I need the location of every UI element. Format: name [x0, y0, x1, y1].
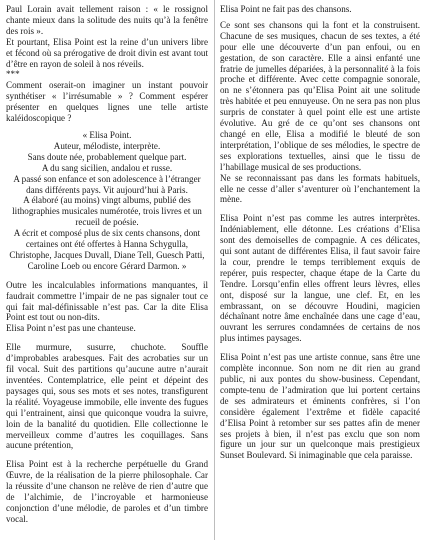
right-column: [220, 4, 420, 461]
paragraph-autres-interpretes: Elisa Point n’est pas comme les autres interprètes. Indéniablement, elle détonne. Les créations d’Elisa sont des demoiselles de compagnie. A ces délicates, qui sont autant de différentes Elisa, il faut savoir faire la cour, prendre le temps terriblement exquis de repérer, puis respecter, chaque étape de la Carte du Tendre. Lorsqu’enfin elles offrent leurs lèvres, elles ont, disposé sur la langue, une clef. Et, en les embrassant, on se découvre Houdini, magicien déchaînant notre âme enchaînée dans une cage d’eau, ouvrant les serrures condamnées de certains de nos plus intimes paysages.: [220, 213, 420, 344]
paragraph-elisa-reine: Et pourtant, Elisa Point est la reine d’un univers libre et fécond où sa prérogative de droit divin est avant tout d’être en rayon de soleil à nos réveils.: [6, 36, 208, 69]
bio-line: A du sang sicilien, andalou et russe.: [41, 162, 173, 173]
bio-line: dans différents pays. Vit aujourd’hui à Paris.: [26, 184, 188, 195]
paragraph-chansons-construisent: Ce sont ses chansons qui la font et la construisent. Chacune de ses musiques, chacun de ses textes, a été pour elle une découverte d’un pan enfoui, ou en gestation, de son caractère. Elle a ainsi enfanté une fratrie de jumelles dépariées, à la personnalité à la fois proche et différente. Avec cette compagnie sonorale, on ne s’étonnera pas qu’Elisa Point ait une solitude très habitée et peu ennuyeuse. On ne sera pas non plus surpris de constater à quel point elle est une artiste évolutive. Au gré de ce qu’ont ses chansons ont changé en elle, Elisa a modifié le bleuté de son interprétation, l’oblique de ses mélodies, le spectre de ses explorations textuelles, ainsi que le tissu de l’habillage musical de ses productions.: [220, 19, 420, 172]
section-separator: ***: [6, 69, 20, 80]
bio-line: « Elisa Point.: [82, 129, 132, 140]
paragraph-grand-oeuvre: Elisa Point est à la recherche perpétuelle du Grand Œuvre, de la réalisation de la pierre philosophale. Car la réussite d’une chanson ne relève de rien d’autre que de l’alchimie, de l’incroyable et harmonieuse conjonction d’une mélodie, de paroles et d’un timbre vocal.: [6, 459, 208, 524]
paragraph-formats-habituels: Ne se reconnaissant pas dans les formats habituels, elle ne cesse d’aller s’aventurer où l’enchantement la mène.: [220, 172, 420, 205]
biography-block: [6, 130, 208, 272]
column-divider: [214, 0, 215, 540]
paragraph-quote-lorain: Paul Lorain avait tellement raison : « le rossignol chante mieux dans la solitude des nuits qu’à la fenêtre des rois ».: [6, 4, 208, 36]
bio-line: A élaboré (au moins) vingt albums, publié des lithographies musicales numérotée, trois livres et un recueil de poésie.: [12, 195, 202, 228]
paragraph-murmure: Elle murmure, susurre, chuchote. Souffle d’improbables arabesques. Fait des acrobaties sur un fil vocal. Suit des partitions qu’aucune autre n’aurait inventées. Contemplatrice, elle peint et dépeint des paysages qui, sous ses mots et ses notes, transfigurent la réalité. Voyageuse immobile, elle invente des fugues qui l’entrainent, ainsi que quiconque voudra la suivre, loin de la banalité du quotidien. Elle collectionne le merveilleux comme d’autres les coquillages. Sans aucune prétention,: [6, 342, 208, 451]
paragraph-informations-manquantes: Outre les incalculables informations manquantes, il faudrait commettre l’impair de ne pas signaler tout ce qui fait mal-définissable n’est pas. Car la dite Elisa Point est tout ou non-dits.: [6, 279, 208, 323]
bio-line: Sans doute née, probablement quelque part.: [27, 151, 187, 162]
bio-line: A écrit et composé plus de six cents chansons, dont certaines ont été offertes à Hanna Schygulla, Christophe, Jacques Duvall, Diane Tell, Guesch Patti, Caroline Loeb ou encore Gérard Darmon. »: [9, 228, 205, 271]
bio-line: A passé son enfance et son adolescence à l’étranger: [13, 173, 201, 184]
bio-line: Auteur, mélodiste, interprète.: [53, 140, 161, 151]
paragraph-pas-chanteuse: Elisa Point n’est pas une chanteuse.: [6, 323, 136, 334]
paragraph-artiste-connue: Elisa Point n’est pas une artiste connue, sans être une complète inconnue. Son nom ne dit rien au grand public, ni aux pontes du show-business. Cependant, compte-tenu de l’admiration que lui portent certains de ses admirateurs et éminents confrères, si l’on considère également l’extrême et fidèle capacité d’Elisa Point à retomber sur ses pattes afin de mener ses projets à bien, il n’est pas exclu que son nom figure un jour sur un quelconque mais prestigieux Sunset Boulevard. Si inimaginable que cela paraisse.: [220, 352, 420, 461]
paragraph-pas-des-chansons: Elisa Point ne fait pas des chansons.: [220, 4, 352, 14]
left-column: [6, 4, 208, 525]
paragraph-irresumable: Comment oserait-on imaginer un instant pouvoir synthétiser « l’irrésumable » ? Comment espérer présenter en quelques lignes une telle artiste kaléidoscopique ?: [6, 80, 208, 124]
